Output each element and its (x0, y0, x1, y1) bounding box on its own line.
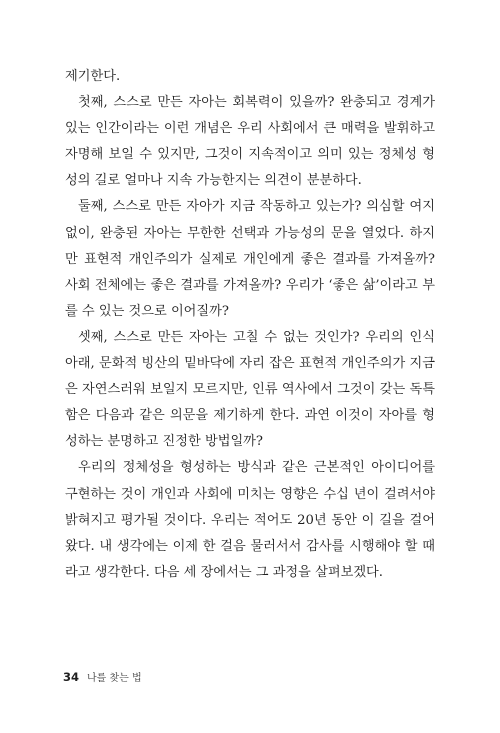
page-footer (63, 669, 142, 685)
paragraph-conclusion: 우리의 정체성을 형성하는 방식과 같은 근본적인 아이디어를 구현하는 것이 개인과 사회에 미치는 영향은 수십 년이 걸려서야 밝혀지고 평가될 것이다. 우리는 적어도 20년 동안 이 길을 걸어왔다. 내 생각에는 이제 한 걸음 물러서서 감사를 시행해야 할 때라고 생각한다. 다음 세 장에서는 그 과정을 살펴보겠다. (65, 460, 435, 580)
paragraph-continued: 제기한다. (65, 69, 121, 84)
paragraph-first-question: 첫째, 스스로 만든 자아는 회복력이 있을까? 완충되고 경계가 있는 인간이라는 이런 개념은 우리 사회에서 큰 매력을 발휘하고 자명해 보일 수 있지만, 그것이 지속적이고 의미 있는 정체성 형성의 길로 얼마나 지속 가능한지는 의견이 분분하다. (65, 95, 435, 189)
page-number: 34 (63, 670, 80, 684)
body-text (65, 64, 435, 586)
paragraph-second-question: 둘째, 스스로 만든 자아가 지금 작동하고 있는가? 의심할 여지 없이, 완충된 자아는 무한한 선택과 가능성의 문을 열었다. 하지만 표현적 개인주의가 실제로 개인에게 좋은 결과를 가져올까? 사회 전체에는 좋은 결과를 가져올까? 우리가 ‘좋은 삶’이라고 부를 수 있는 것으로 이어질까? (65, 199, 435, 319)
running-title: 나를 찾는 법 (87, 673, 142, 684)
paragraph-third-question: 셋째, 스스로 만든 자아는 고칠 수 없는 것인가? 우리의 인식 아래, 문화적 빙산의 밑바닥에 자리 잡은 표현적 개인주의가 지금은 자연스러워 보일지 모르지만, 인류 역사에서 그것이 갖는 독특함은 다음과 같은 의문을 제기하게 한다. 과연 이것이 자아를 형성하는 분명하고 진정한 방법일까? (65, 329, 435, 450)
